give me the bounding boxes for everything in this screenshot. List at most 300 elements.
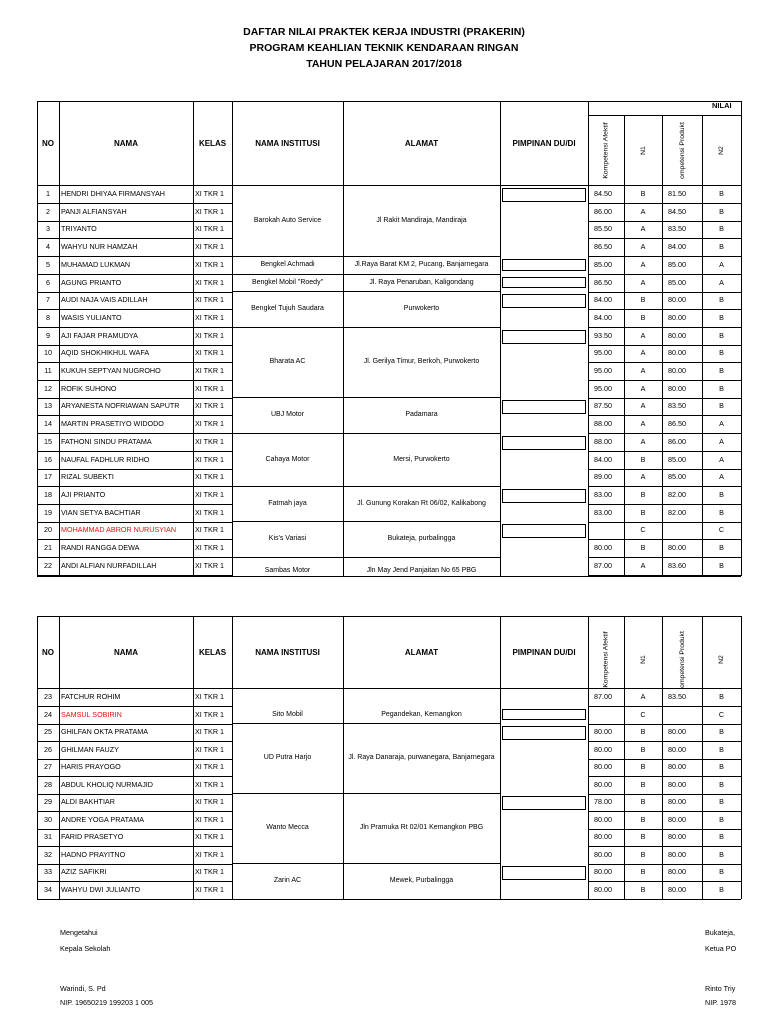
table-rule xyxy=(588,101,589,576)
row-kompetensi-produktif: 85.00 xyxy=(668,472,686,482)
row-kompetensi-produktif: 80.00 xyxy=(668,867,686,877)
row-kompetensi-afektif: 80.00 xyxy=(594,815,612,825)
header-n1-label: N1 xyxy=(639,654,647,664)
row-no: 1 xyxy=(46,189,50,199)
group-institusi: Bharata AC xyxy=(269,358,306,365)
row-nama: MOHAMMAD ABROR NURUSYIAN xyxy=(61,525,177,535)
header-no: NO xyxy=(42,138,54,148)
row-nama: AQID SHOKHIKHUL WAFA xyxy=(61,348,150,358)
group-institusi: Barokah Auto Service xyxy=(253,216,322,224)
row-n2: B xyxy=(719,762,724,772)
row-no: 26 xyxy=(44,745,52,755)
footer-place: Bukateja, xyxy=(705,928,735,937)
group-institusi: Zarin AC xyxy=(273,877,302,884)
row-n2: B xyxy=(719,401,724,411)
header-kompetensi-afektif xyxy=(588,630,624,688)
group-institusi: UBJ Motor xyxy=(270,411,305,418)
row-n2: A xyxy=(719,437,724,447)
row-no: 13 xyxy=(44,401,52,411)
row-kelas: XI TKR 1 xyxy=(195,762,225,772)
table-rule xyxy=(741,101,742,576)
row-kelas: XI TKR 1 xyxy=(195,366,225,376)
row-no: 14 xyxy=(44,419,52,429)
row-kelas: XI TKR 1 xyxy=(195,508,225,518)
row-kompetensi-afektif: 86.50 xyxy=(594,242,612,252)
row-n1: B xyxy=(640,762,646,772)
row-n1: A xyxy=(640,242,646,252)
group-institusi: Fatmah jaya xyxy=(268,499,307,507)
table-rule xyxy=(232,101,233,576)
row-n1: B xyxy=(640,745,646,755)
table-rule xyxy=(59,101,60,576)
pimpinan-cell xyxy=(502,489,586,503)
row-kompetensi-produktif: 83.60 xyxy=(668,561,686,571)
pimpinan-cell xyxy=(502,259,586,271)
group-alamat: Pegandekan, Kemangkon xyxy=(381,710,462,718)
footer-principal-name: Warindi, S. Pd xyxy=(60,984,106,993)
row-nama: ARYANESTA NOFRIAWAN SAPUTR xyxy=(61,401,180,411)
row-kompetensi-produktif: 80.00 xyxy=(668,850,686,860)
row-n2: B xyxy=(719,384,724,394)
group-alamat: Jl.Raya Barat KM 2, Pucang, Banjarnegara xyxy=(354,261,489,268)
row-n1: C xyxy=(640,710,646,720)
row-kompetensi-produktif: 80.00 xyxy=(668,295,686,305)
table-rule xyxy=(37,576,741,577)
row-kompetensi-produktif: 80.00 xyxy=(668,543,686,553)
row-n1: A xyxy=(640,472,646,482)
row-nama: GHILFAN OKTA PRATAMA xyxy=(61,727,149,737)
row-n2: B xyxy=(719,242,724,252)
group-institusi: Kis's Variasi xyxy=(268,535,307,542)
row-kompetensi-produktif: 85.00 xyxy=(668,278,686,288)
row-n1: A xyxy=(640,278,646,288)
nilai-header: NILAI xyxy=(712,101,732,110)
row-n1: C xyxy=(640,525,646,535)
row-n1: B xyxy=(640,189,646,199)
row-no: 10 xyxy=(44,348,52,358)
row-kompetensi-afektif: 88.00 xyxy=(594,419,612,429)
row-n1: A xyxy=(640,224,646,234)
row-no: 28 xyxy=(44,780,52,790)
row-kompetensi-produktif: 86.00 xyxy=(668,437,686,447)
row-no: 21 xyxy=(44,543,52,553)
row-nama: WAHYU NUR HAMZAH xyxy=(61,242,138,252)
row-kompetensi-afektif: 87.00 xyxy=(594,561,612,571)
row-kelas: XI TKR 1 xyxy=(195,525,225,535)
row-n2: B xyxy=(719,348,724,358)
row-kompetensi-produktif: 80.00 xyxy=(668,727,686,737)
row-kelas: XI TKR 1 xyxy=(195,419,225,429)
row-n2: B xyxy=(719,867,724,877)
row-n2: B xyxy=(719,832,724,842)
row-n2: B xyxy=(719,850,724,860)
table-rule xyxy=(343,616,344,899)
row-n1: B xyxy=(640,313,646,323)
row-nama: ANDI ALFIAN NURFADILLAH xyxy=(61,561,157,571)
table-rule xyxy=(37,101,741,102)
row-kompetensi-produktif: 80.00 xyxy=(668,331,686,341)
row-no: 5 xyxy=(46,260,50,270)
row-nama: HADNO PRAYITNO xyxy=(61,850,126,860)
row-n2: B xyxy=(719,207,724,217)
row-nama: HENDRI DHIYAA FIRMANSYAH xyxy=(61,189,165,199)
row-nama: HARIS PRAYOGO xyxy=(61,762,121,772)
row-nama: WASIS YULIANTO xyxy=(61,313,122,323)
group-alamat: Mersi, Purwokerto xyxy=(393,455,450,463)
row-kompetensi-produktif: 80.00 xyxy=(668,815,686,825)
footer-acknowledged: Mengetahui xyxy=(60,928,98,937)
row-nama: AGUNG PRIANTO xyxy=(61,278,122,288)
row-kompetensi-afektif: 80.00 xyxy=(594,780,612,790)
row-n2: B xyxy=(719,331,724,341)
row-nama: ANDRE YOGA PRATAMA xyxy=(61,815,145,825)
row-n2: C xyxy=(718,710,725,720)
footer-committee-name: Rinto Triy xyxy=(705,984,736,993)
row-nama: WAHYU DWI JULIANTO xyxy=(61,885,141,895)
row-no: 25 xyxy=(44,727,52,737)
row-kelas: XI TKR 1 xyxy=(195,242,225,252)
row-nama: RANDI RANGGA DEWA xyxy=(61,543,140,553)
row-kompetensi-produktif: 80.00 xyxy=(668,832,686,842)
group-alamat: Jl. Gerilya Timur, Berkoh, Purwokerto xyxy=(363,358,480,365)
row-n2: B xyxy=(719,295,724,305)
header-kompetensi-produktif xyxy=(662,115,702,185)
row-n1: A xyxy=(640,419,646,429)
header-n2-label: N2 xyxy=(717,145,725,155)
row-nama: NAUFAL FADHLUR RIDHO xyxy=(61,455,150,465)
row-nama: FARID PRASETYO xyxy=(61,832,124,842)
row-kompetensi-produktif: 81.50 xyxy=(668,189,686,199)
header-nama: NAMA xyxy=(114,647,138,657)
row-n2: B xyxy=(719,727,724,737)
table-rule xyxy=(193,616,194,899)
group-institusi: Sito Mobil xyxy=(272,710,303,718)
row-nama: AZIZ SAFIKRI xyxy=(61,867,107,877)
header-kompetensi-produktif-label: ompetensi Produkt xyxy=(678,630,686,688)
row-no: 3 xyxy=(46,224,50,234)
row-nama: AUDI NAJA VAIS ADILLAH xyxy=(61,295,148,305)
row-n1: A xyxy=(640,561,646,571)
header-n2-label: N2 xyxy=(717,654,725,664)
row-n2: B xyxy=(719,313,724,323)
row-n1: A xyxy=(640,384,646,394)
row-no: 11 xyxy=(44,366,52,376)
row-n2: A xyxy=(719,278,724,288)
header-institusi: NAMA INSTITUSI xyxy=(255,647,320,657)
row-n2: B xyxy=(719,815,724,825)
group-alamat: Jl. Raya Danaraja, purwanegara, Banjarnegara xyxy=(348,754,495,761)
row-kompetensi-produktif: 82.00 xyxy=(668,490,686,500)
row-kelas: XI TKR 1 xyxy=(195,348,225,358)
row-kompetensi-afektif: 86.00 xyxy=(594,207,612,217)
header-kompetensi-afektif xyxy=(588,115,624,185)
row-kompetensi-afektif: 80.00 xyxy=(594,850,612,860)
group-alamat: Jln May Jend Panjaitan No 65 PBG xyxy=(366,567,477,574)
row-no: 29 xyxy=(44,797,52,807)
row-no: 17 xyxy=(44,472,52,482)
row-n2: A xyxy=(719,419,724,429)
row-kompetensi-afektif: 95.00 xyxy=(594,348,612,358)
row-kompetensi-afektif xyxy=(594,706,623,724)
row-kompetensi-afektif: 87.50 xyxy=(594,401,612,411)
row-kelas: XI TKR 1 xyxy=(195,780,225,790)
row-n1: B xyxy=(640,727,646,737)
row-kompetensi-afektif: 80.00 xyxy=(594,543,612,553)
row-n1: B xyxy=(640,832,646,842)
group-alamat: Mewek, Purbalingga xyxy=(389,877,454,884)
row-n1: B xyxy=(640,797,646,807)
row-kelas: XI TKR 1 xyxy=(195,850,225,860)
row-kelas: XI TKR 1 xyxy=(195,692,225,702)
row-kelas: XI TKR 1 xyxy=(195,331,225,341)
row-no: 8 xyxy=(46,313,50,323)
group-alamat: Padamara xyxy=(405,411,438,418)
row-kelas: XI TKR 1 xyxy=(195,710,225,720)
row-kompetensi-produktif: 80.00 xyxy=(668,780,686,790)
row-n1: B xyxy=(640,885,646,895)
row-n1: B xyxy=(640,780,646,790)
row-kelas: XI TKR 1 xyxy=(195,797,225,807)
group-alamat: Bukateja, purbalingga xyxy=(387,535,456,542)
group-alamat: Jl Rakit Mandiraja, Mandiraja xyxy=(376,216,467,224)
row-nama: TRIYANTO xyxy=(61,224,97,234)
row-no: 24 xyxy=(44,710,52,720)
row-no: 27 xyxy=(44,762,52,772)
row-kompetensi-produktif: 80.00 xyxy=(668,797,686,807)
row-n1: B xyxy=(640,490,646,500)
row-no: 16 xyxy=(44,455,52,465)
row-kompetensi-afektif: 86.50 xyxy=(594,278,612,288)
row-kompetensi-produktif: 83.50 xyxy=(668,224,686,234)
row-kelas: XI TKR 1 xyxy=(195,224,225,234)
row-n2: B xyxy=(719,780,724,790)
row-no: 18 xyxy=(44,490,52,500)
group-institusi: Bengkel Tujuh Saudara xyxy=(251,305,324,312)
program-title: PROGRAM KEAHLIAN TEKNIK KENDARAAN RINGAN xyxy=(249,42,519,54)
row-n1: B xyxy=(640,815,646,825)
row-no: 12 xyxy=(44,384,52,394)
row-n2: C xyxy=(718,525,725,535)
row-kelas: XI TKR 1 xyxy=(195,437,225,447)
row-kelas: XI TKR 1 xyxy=(195,455,225,465)
row-kompetensi-afektif: 80.00 xyxy=(594,867,612,877)
header-alamat: ALAMAT xyxy=(404,647,439,657)
row-n2: A xyxy=(719,455,724,465)
table-rule xyxy=(343,101,344,576)
pimpinan-cell xyxy=(502,709,586,720)
header-kompetensi-produktif xyxy=(662,630,702,688)
row-kompetensi-produktif: 84.50 xyxy=(668,207,686,217)
row-n2: A xyxy=(719,260,724,270)
row-n2: B xyxy=(719,543,724,553)
row-no: 32 xyxy=(44,850,52,860)
row-kelas: XI TKR 1 xyxy=(195,867,225,877)
row-n1: A xyxy=(640,401,646,411)
table-rule xyxy=(37,616,741,617)
row-kompetensi-produktif: 80.00 xyxy=(668,745,686,755)
row-kompetensi-afektif xyxy=(594,521,623,539)
row-kompetensi-afektif: 84.00 xyxy=(594,295,612,305)
row-nama: PANJI ALFIANSYAH xyxy=(61,207,127,217)
row-kelas: XI TKR 1 xyxy=(195,313,225,323)
row-nama: ABDUL KHOLIQ NURMAJID xyxy=(61,780,153,790)
footer-committee-nip: NIP. 1978 xyxy=(705,998,737,1007)
table-rule xyxy=(232,557,500,558)
table-rule xyxy=(588,616,589,899)
row-n1: B xyxy=(640,543,646,553)
row-n1: A xyxy=(640,366,646,376)
row-n1: B xyxy=(640,867,646,877)
row-kompetensi-produktif: 85.00 xyxy=(668,260,686,270)
row-nama: KUKUH SEPTYAN NUGROHO xyxy=(61,366,161,376)
row-n2: B xyxy=(719,561,724,571)
row-n1: A xyxy=(640,260,646,270)
header-n2 xyxy=(702,115,741,185)
row-nama: SAMSUL SOBIRIN xyxy=(61,710,122,720)
footer-principal-title: Kepala Sekolah xyxy=(60,944,111,953)
row-n2: A xyxy=(719,472,724,482)
row-n2: B xyxy=(719,797,724,807)
table-rule xyxy=(37,899,741,900)
year-title: TAHUN PELAJARAN 2017/2018 xyxy=(306,58,462,70)
row-kompetensi-afektif: 80.00 xyxy=(594,727,612,737)
header-institusi: NAMA INSTITUSI xyxy=(255,138,320,148)
group-institusi: Cahaya Motor xyxy=(265,455,310,463)
header-kompetensi-afektif-label: Kompetensi Afektif xyxy=(602,121,610,179)
row-kompetensi-afektif: 93.50 xyxy=(594,331,612,341)
row-kompetensi-afektif: 84.00 xyxy=(594,313,612,323)
header-kompetensi-produktif-label: ompetensi Produkt xyxy=(678,121,686,179)
row-kompetensi-produktif: 83.50 xyxy=(668,401,686,411)
row-kompetensi-afektif: 83.00 xyxy=(594,490,612,500)
row-kompetensi-produktif: 83.50 xyxy=(668,692,686,702)
row-kelas: XI TKR 1 xyxy=(195,278,225,288)
group-institusi: Wanto Mecca xyxy=(266,824,309,831)
row-kelas: XI TKR 1 xyxy=(195,189,225,199)
table-rule xyxy=(59,616,60,899)
row-kompetensi-produktif: 80.00 xyxy=(668,366,686,376)
pimpinan-cell xyxy=(502,796,586,810)
row-n2: B xyxy=(719,692,724,702)
row-kompetensi-afektif: 78.00 xyxy=(594,797,612,807)
row-n1: B xyxy=(640,508,646,518)
row-kompetensi-afektif: 89.00 xyxy=(594,472,612,482)
row-nama: VIAN SETYA BACHTIAR xyxy=(61,508,141,518)
row-kompetensi-afektif: 84.00 xyxy=(594,455,612,465)
row-kelas: XI TKR 1 xyxy=(195,260,225,270)
row-no: 7 xyxy=(46,295,50,305)
header-n1 xyxy=(624,115,662,185)
row-kompetensi-produktif: 85.00 xyxy=(668,455,686,465)
row-nama: MARTIN PRASETIYO WIDODO xyxy=(61,419,164,429)
row-n1: A xyxy=(640,692,646,702)
row-kompetensi-produktif: 80.00 xyxy=(668,348,686,358)
row-no: 34 xyxy=(44,885,52,895)
row-kelas: XI TKR 1 xyxy=(195,295,225,305)
header-pimpinan: PIMPINAN DU/DI xyxy=(512,138,576,148)
row-kelas: XI TKR 1 xyxy=(195,472,225,482)
header-no: NO xyxy=(42,647,54,657)
pimpinan-cell xyxy=(502,277,586,288)
row-n2: B xyxy=(719,508,724,518)
row-kompetensi-afektif: 80.00 xyxy=(594,885,612,895)
pimpinan-cell xyxy=(502,330,586,344)
group-institusi: UD Putra Harjo xyxy=(263,754,312,761)
row-kelas: XI TKR 1 xyxy=(195,745,225,755)
header-kelas: KELAS xyxy=(198,138,227,148)
row-nama: MUHAMAD LUKMAN xyxy=(61,260,131,270)
header-alamat: ALAMAT xyxy=(404,138,439,148)
footer-principal-nip: NIP. 19650219 199203 1 005 xyxy=(60,998,153,1007)
group-alamat: Purwokerto xyxy=(403,305,440,312)
pimpinan-cell xyxy=(502,726,586,740)
row-kelas: XI TKR 1 xyxy=(195,885,225,895)
group-alamat: Jl. Gunung Korakan Rt 06/02, Kalikabong xyxy=(357,499,486,507)
row-nama: FATHONI SINDU PRATAMA xyxy=(61,437,152,447)
row-nama: ROFIK SUHONO xyxy=(61,384,117,394)
header-n2 xyxy=(702,630,741,688)
row-n2: B xyxy=(719,366,724,376)
row-n1: B xyxy=(640,850,646,860)
row-kompetensi-produktif: 84.00 xyxy=(668,242,686,252)
row-kelas: XI TKR 1 xyxy=(195,815,225,825)
row-no: 2 xyxy=(46,207,50,217)
row-n2: B xyxy=(719,224,724,234)
row-no: 22 xyxy=(44,561,52,571)
row-kompetensi-produktif: 80.00 xyxy=(668,384,686,394)
row-kompetensi-afektif: 95.00 xyxy=(594,384,612,394)
table-rule xyxy=(741,616,742,899)
row-kompetensi-afektif: 80.00 xyxy=(594,832,612,842)
row-kompetensi-afektif: 85.00 xyxy=(594,260,612,270)
row-no: 6 xyxy=(46,278,50,288)
pimpinan-cell xyxy=(502,436,586,450)
row-kompetensi-produktif xyxy=(668,521,701,539)
row-kompetensi-produktif: 82.00 xyxy=(668,508,686,518)
header-n1-label: N1 xyxy=(639,145,647,155)
header-n1 xyxy=(624,630,662,688)
row-n1: A xyxy=(640,437,646,447)
header-nama: NAMA xyxy=(114,138,138,148)
row-kompetensi-afektif: 80.00 xyxy=(594,745,612,755)
row-no: 33 xyxy=(44,867,52,877)
row-nama: ALDI BAKHTIAR xyxy=(61,797,115,807)
row-no: 31 xyxy=(44,832,52,842)
row-n1: A xyxy=(640,207,646,217)
row-no: 19 xyxy=(44,508,52,518)
row-no: 9 xyxy=(46,331,50,341)
row-kompetensi-afektif: 85.50 xyxy=(594,224,612,234)
pimpinan-cell xyxy=(502,188,586,202)
table-rule xyxy=(232,616,233,899)
group-institusi: Bengkel Mobil "Roedy" xyxy=(251,278,324,286)
table-rule xyxy=(588,115,741,116)
document-title: DAFTAR NILAI PRAKTEK KERJA INDUSTRI (PRAKERIN) xyxy=(243,26,525,38)
row-kompetensi-afektif: 88.00 xyxy=(594,437,612,447)
row-kompetensi-produktif: 80.00 xyxy=(668,313,686,323)
row-n2: B xyxy=(719,490,724,500)
row-kelas: XI TKR 1 xyxy=(195,727,225,737)
row-n2: B xyxy=(719,885,724,895)
row-n1: A xyxy=(640,348,646,358)
group-alamat: Jl. Raya Penaruban, Kaligondang xyxy=(369,278,474,286)
group-institusi: Bengkel Achmadi xyxy=(260,261,315,268)
row-kelas: XI TKR 1 xyxy=(195,490,225,500)
row-nama: FATCHUR ROHIM xyxy=(61,692,121,702)
pimpinan-cell xyxy=(502,524,586,538)
row-nama: RIZAL SUBEKTI xyxy=(61,472,114,482)
row-no: 23 xyxy=(44,692,52,702)
